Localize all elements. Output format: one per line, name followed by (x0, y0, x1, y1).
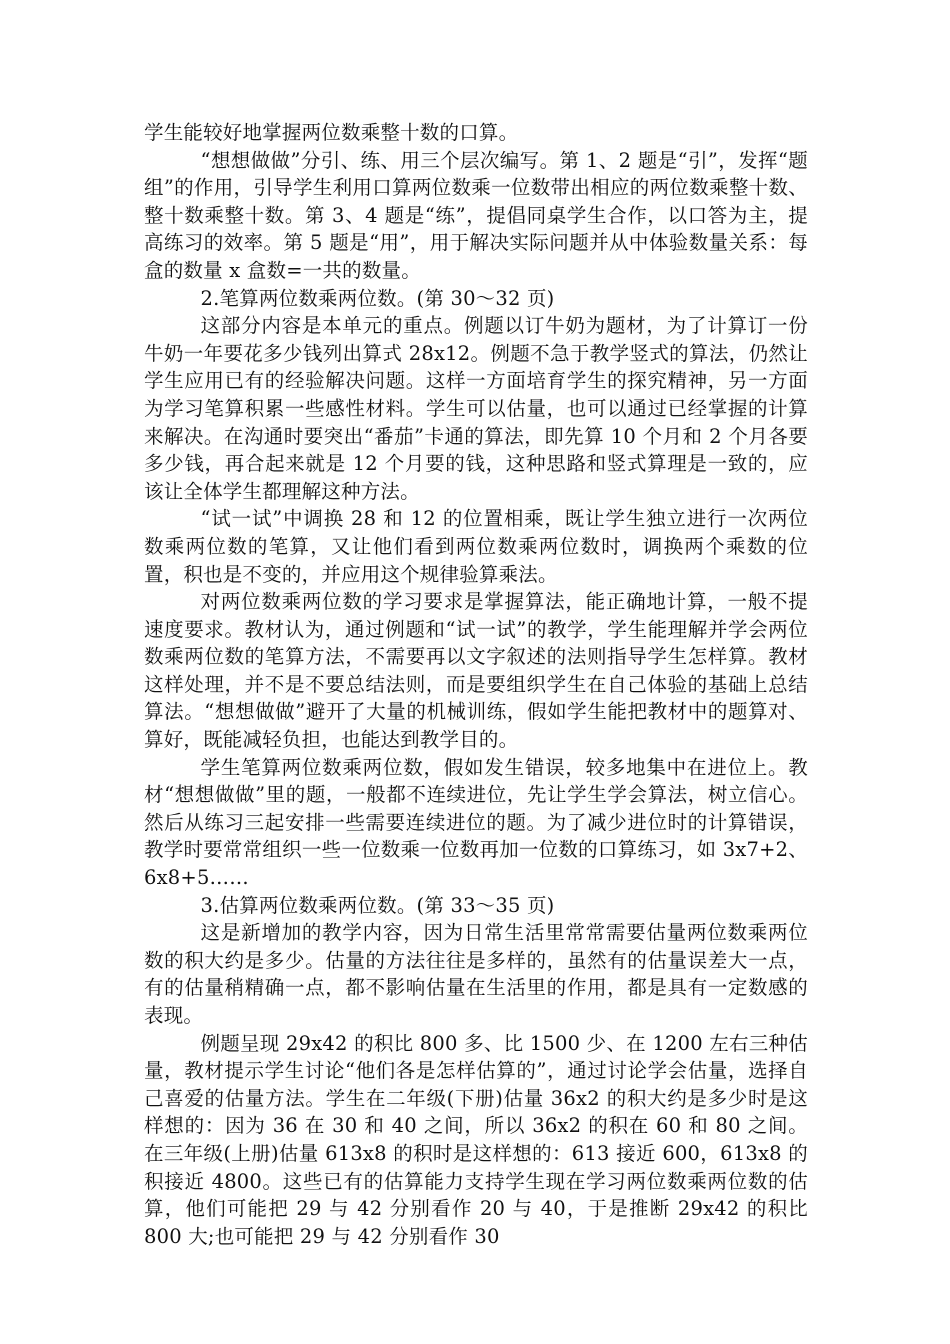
document-body (144, 119, 808, 1250)
paragraph: 对两位数乘两位数的学习要求是掌握算法，能正确地计算，一般不提速度要求。教材认为，通过例题和“试一试”的教学，学生能理解并学会两位数乘两位数的笔算方法，不需要再以文字叙述的法则指导学生怎样算。教材这样处理，并不是不要总结法则，而是要组织学生在自己体验的基础上总结算法。“想想做做”避开了大量的机械训练，假如学生能把教材中的题算对、算好，既能减轻负担，也能达到教学目的。 (144, 590, 808, 752)
paragraph: 学生笔算两位数乘两位数，假如发生错误，较多地集中在进位上。教材“想想做做”里的题，一般都不连续进位，先让学生学会算法，树立信心。然后从练习三起安排一些需要连续进位的题。为了减少进位时的计算错误，教学时要常常组织一些一位数乘一位数再加一位数的口算练习，如 3x7+2、6x8+5…… (144, 755, 808, 890)
paragraph: “试一试”中调换 28 和 12 的位置相乘，既让学生独立进行一次两位数乘两位数的笔算，又让他们看到两位数乘两位数时，调换两个乘数的位置，积也是不变的，并应用这个规律验算乘法。 (144, 507, 808, 586)
paragraph: 这部分内容是本单元的重点。例题以订牛奶为题材，为了计算订一份牛奶一年要花多少钱列出算式 28x12。例题不急于教学竖式的算法，仍然让学生应用已有的经验解决问题。这样一方面培育学生的探究精神，另一方面为学习笔算积累一些感性材料。学生可以估量，也可以通过已经掌握的计算来解决。在沟通时要突出“番茄”卡通的算法，即先算 10 个月和 2 个月各要多少钱，再合起来就是 12 个月要的钱，这种思路和竖式算理是一致的，应该让全体学生都理解这种方法。 (144, 314, 808, 503)
paragraph: “想想做做”分引、练、用三个层次编写。第 1、2 题是“引”，发挥“题组”的作用，引导学生利用口算两位数乘一位数带出相应的两位数乘整十数、整十数乘整十数。第 3、4 题是“练”，提倡同桌学生合作，以口答为主，提高练习的效率。第 5 题是“用”，用于解决实际问题并从中体验数量关系：每盒的数量 x 盒数=一共的数量。 (144, 148, 808, 282)
section-heading: 3.估算两位数乘两位数。(第 33～35 页) (200, 893, 555, 917)
paragraph: 学生能较好地掌握两位数乘整十数的口算。 (144, 121, 519, 144)
paragraph: 这是新增加的教学内容，因为日常生活里常常需要估量两位数乘两位数的积大约是多少。估量的方法往往是多样的，虽然有的估量误差大一点，有的估量稍精确一点，都不影响估量在生活里的作用，都是具有一定数感的表现。 (144, 921, 808, 1027)
paragraph: 例题呈现 29x42 的积比 800 多、比 1500 少、在 1200 左右三种估量，教材提示学生讨论“他们各是怎样估算的”，通过讨论学会估量，选择自己喜爱的估量方法。学生在二年级(下册)估量 36x2 的积大约是多少时是这样想的：因为 36 在 30 和 40 之间，所以 36x2 的积在 60 和 80 之间。在三年级(上册)估量 613x8 的积时是这样想的：613 接近 600，613x8 的积接近 4800。这些已有的估算能力支持学生现在学习两位数乘两位数的估算，他们可能把 29 与 42 分别看作 20 与 40，于是推断 29x42 的积比 800 大;也可能把 29 与 42 分别看作 30 (144, 1031, 808, 1248)
section-heading: 2.笔算两位数乘两位数。(第 30～32 页) (200, 286, 555, 310)
